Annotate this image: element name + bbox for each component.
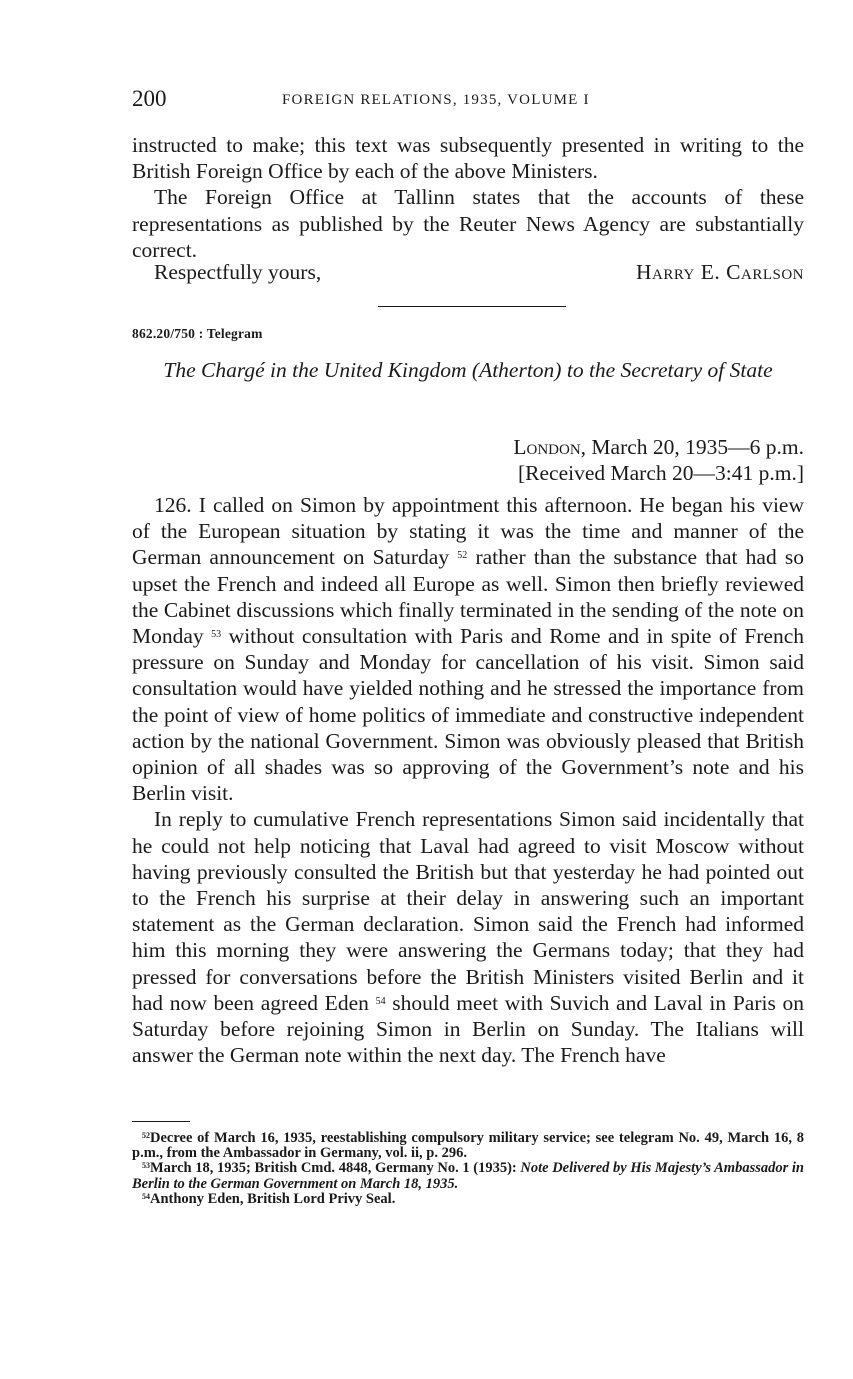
- tallinn-paragraph: The Foreign Office at Tallinn states that the accounts of these representations as published by the Reuter News Agency are substantially correct.: [132, 185, 804, 262]
- body-text: without consultation with Paris and Rome and in spite of French pressure on Sunday and Monday for cancellation of his visit. Simon said consultation would have yielded nothing and he stressed the importance from the point of view of home politics of immediate and constructive independent action by the national Government. Simon was obviously pleased that British opinion of all shades was so approving of the Government’s note and his Berlin visit.: [132, 624, 805, 806]
- page-number: 200: [132, 86, 167, 111]
- dateline-date: March 20, 1935—6 p.m.: [586, 435, 804, 459]
- section-divider: [378, 306, 566, 307]
- document-title: The Chargé in the United Kingdom (Atherton) to the Secretary of State: [163, 358, 773, 382]
- footnote-rule: [132, 1121, 190, 1122]
- dateline-city: London,: [513, 435, 587, 459]
- telegram-body: [132, 492, 804, 1068]
- continuation-paragraph: instructed to make; this text was subsequently presented in writing to the British Foreign Office by each of the above Ministers.: [132, 133, 804, 184]
- dateline: [513, 434, 804, 486]
- dateline-sent: [513, 434, 804, 460]
- body-paragraph-2: [132, 806, 804, 1068]
- footnote-54: [132, 1192, 804, 1207]
- footnote-52: [132, 1131, 804, 1161]
- running-head: FOREIGN RELATIONS, 1935, VOLUME I: [282, 92, 590, 108]
- body-text: In reply to cumulative French representations Simon said incidentally that he could not help noticing that Laval had agreed to visit Moscow without having previously consulted the British but that yesterday he had pointed out to the French his surprise at their delay in answering such an important statement as the German declaration. Simon said the French had informed him this morning they were answering the Germans today; that they had pressed for conversations before the British Ministers visited Berlin and it had now been agreed Eden: [132, 807, 804, 1015]
- body-text: rather than the substance that had so upset the French and indeed all Europe as well. Simon then briefly reviewed the Cabinet discussions which finally terminated in the sending of the note on Monday: [132, 545, 804, 649]
- dateline-received: [Received March 20—3:41 p.m.]: [518, 461, 804, 485]
- signatory-name: Harry E. Carlson: [636, 260, 804, 284]
- footnote-title: Note Delivered by His Majesty’s Ambassador in Berlin to the German Government on March 18, 1935.: [132, 1160, 804, 1192]
- footnote-53: [132, 1161, 804, 1191]
- body-paragraph-1: [132, 492, 804, 806]
- complimentary-closing: Respectfully yours,: [154, 260, 322, 284]
- footnote-ref-52: 52: [457, 550, 468, 562]
- footnote-ref-53: 53: [211, 629, 222, 641]
- page-header: [132, 86, 804, 116]
- opening-text: [132, 132, 804, 263]
- file-reference: 862.20/750 : Telegram: [132, 326, 263, 341]
- footnote-ref-54: 54: [375, 995, 386, 1007]
- footnote-text: March 18, 1935; British Cmd. 4848, Germany No. 1 (1935):: [150, 1160, 521, 1177]
- footnote-mark: 54: [142, 1191, 150, 1201]
- footnote-text: Decree of March 16, 1935, reestablishing compulsory military service; see telegram No. 49, March 16, 8 p.m., from the Ambassador in Germany, vol. ii, p. 296.: [132, 1130, 804, 1162]
- footnote-text: Anthony Eden, British Lord Privy Seal.: [150, 1190, 396, 1207]
- body-text: 126. I called on Simon by appointment this afternoon. He began his view of the European situation by stating it was the time and manner of the German announcement on Saturday: [132, 493, 804, 570]
- footnotes: [132, 1131, 804, 1207]
- footnote-mark: 52: [142, 1131, 150, 1140]
- footnote-mark: 53: [142, 1161, 150, 1171]
- body-text: should meet with Suvich and Laval in Paris on Saturday before rejoining Simon in Berlin on Sunday. The Italians will answer the German note within the next day. The French have: [132, 990, 805, 1068]
